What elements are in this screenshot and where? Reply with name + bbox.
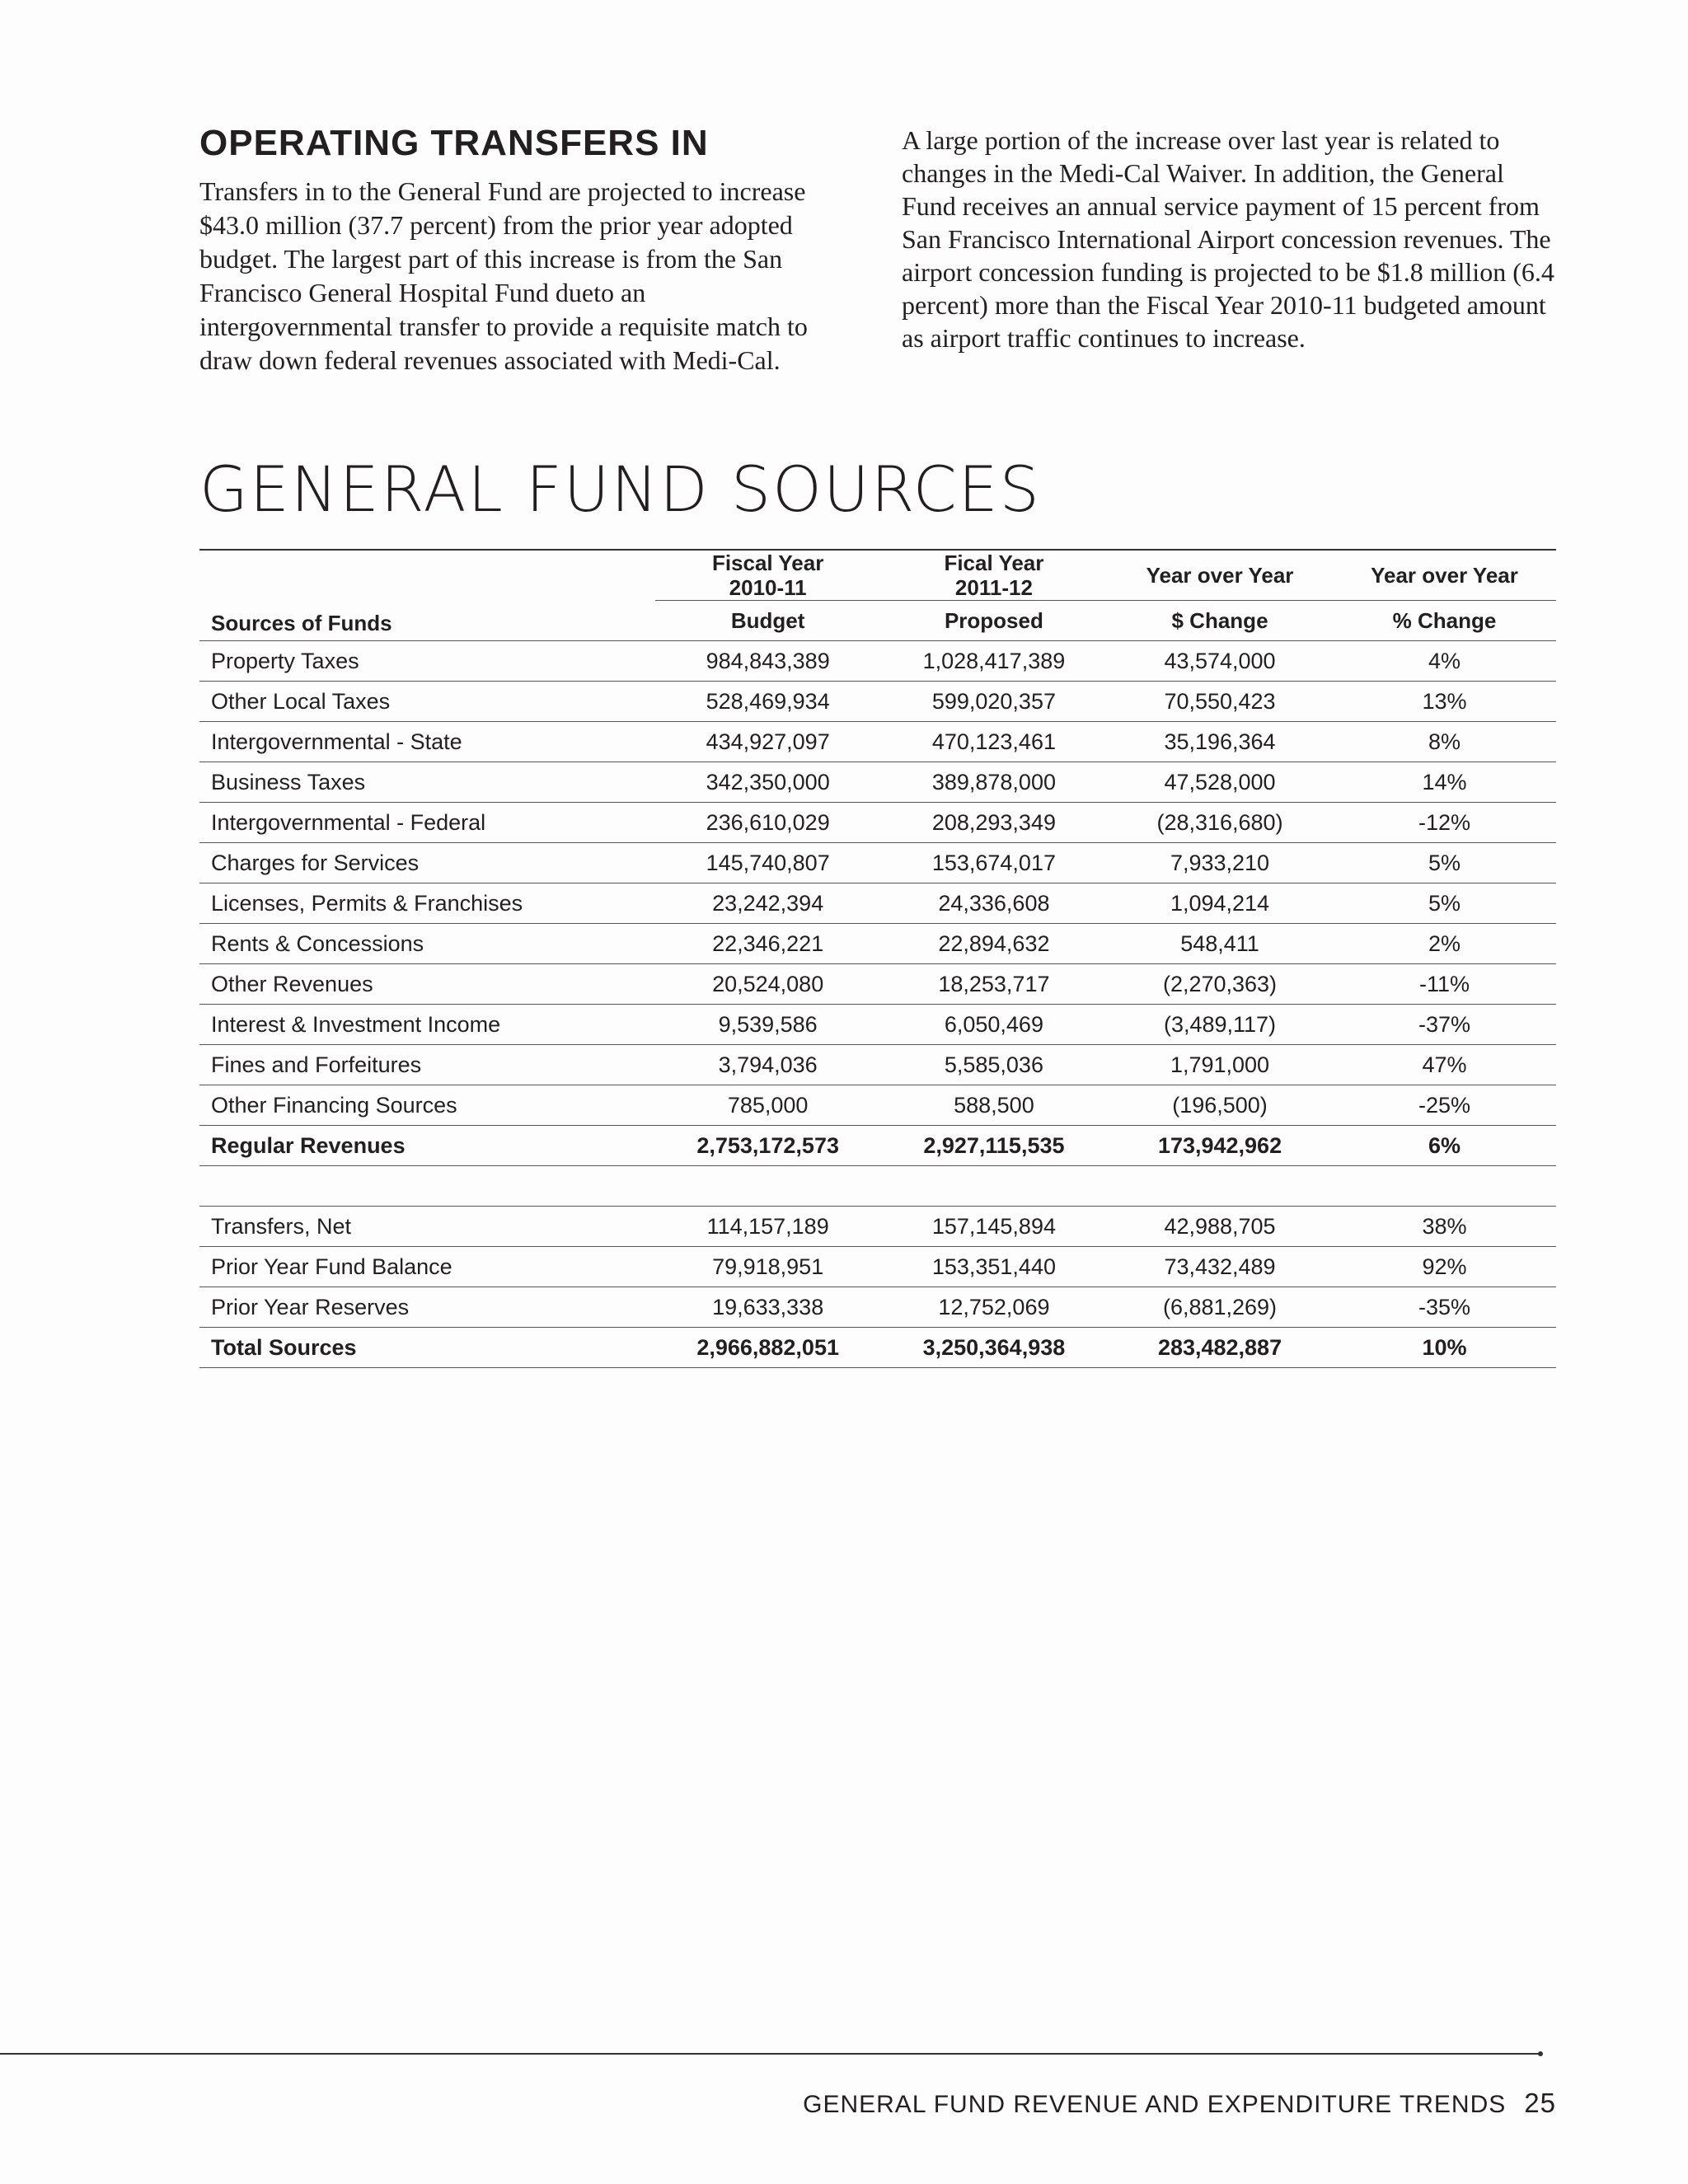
cell-percent-change: 10% [1333, 1328, 1556, 1368]
cell-percent-change: -37% [1333, 1005, 1556, 1045]
cell-dollar-change: 283,482,887 [1107, 1328, 1333, 1368]
cell-budget: 20,524,080 [655, 964, 881, 1005]
page-number: 25 [1524, 2088, 1556, 2118]
row-label: Fines and Forfeitures [199, 1045, 655, 1085]
cell-proposed: 157,145,894 [881, 1207, 1107, 1247]
row-label: Intergovernmental - Federal [199, 803, 655, 843]
cell-proposed: 18,253,717 [881, 964, 1107, 1005]
row-label: Charges for Services [199, 843, 655, 883]
cell-dollar-change: (3,489,117) [1107, 1005, 1333, 1045]
cell-dollar-change: (196,500) [1107, 1085, 1333, 1126]
header-col4-top: Year over Year [1333, 550, 1556, 601]
cell-percent-change: -11% [1333, 964, 1556, 1005]
cell-proposed: 6,050,469 [881, 1005, 1107, 1045]
cell-dollar-change: 7,933,210 [1107, 843, 1333, 883]
table-row [199, 843, 1556, 883]
header-col1-sub: Budget [655, 601, 881, 641]
footer [803, 2088, 1556, 2119]
row-label: Total Sources [199, 1328, 655, 1368]
table-title: GENERAL FUND SOURCES [199, 452, 1041, 526]
cell-proposed: 588,500 [881, 1085, 1107, 1126]
row-label: Other Local Taxes [199, 682, 655, 722]
table-row [199, 1287, 1556, 1328]
cell-budget: 79,918,951 [655, 1247, 881, 1287]
cell-dollar-change: 42,988,705 [1107, 1207, 1333, 1247]
cell-budget: 145,740,807 [655, 843, 881, 883]
footer-rule-dot [1538, 2051, 1543, 2056]
row-label: Intergovernmental - State [199, 722, 655, 762]
cell-proposed: 24,336,608 [881, 883, 1107, 924]
header-col2-sub: Proposed [881, 601, 1107, 641]
table-row [199, 682, 1556, 722]
cell-proposed: 470,123,461 [881, 722, 1107, 762]
row-label: Rents & Concessions [199, 924, 655, 964]
cell-percent-change: 8% [1333, 722, 1556, 762]
row-label: Other Financing Sources [199, 1085, 655, 1126]
cell-budget: 19,633,338 [655, 1287, 881, 1328]
cell-proposed: 153,674,017 [881, 843, 1107, 883]
cell-percent-change: 6% [1333, 1126, 1556, 1166]
cell-budget: 785,000 [655, 1085, 881, 1126]
cell-budget: 2,753,172,573 [655, 1126, 881, 1166]
cell-dollar-change: 1,094,214 [1107, 883, 1333, 924]
cell-budget: 114,157,189 [655, 1207, 881, 1247]
cell-proposed: 599,020,357 [881, 682, 1107, 722]
header-col1-top: Fiscal Year 2010-11 [655, 550, 881, 601]
cell-budget: 236,610,029 [655, 803, 881, 843]
cell-proposed: 2,927,115,535 [881, 1126, 1107, 1166]
left-paragraph: Transfers in to the General Fund are projected to increase $43.0 million (37.7 percent) from the prior year adopted budget. The largest part of this increase is from the San Francisco General Hospital Fund dueto an intergovernmental transfer to provide a requisite match to draw down federal revenues associated with Medi-Cal. [199, 176, 808, 376]
table-row [199, 883, 1556, 924]
cell-percent-change: 2% [1333, 924, 1556, 964]
table-row [199, 964, 1556, 1005]
right-paragraph: A large portion of the increase over last year is related to changes in the Medi-Cal Waiver. In addition, the General Fund receives an annual service payment of 15 percent from San Francisco International Airport concession revenues. The airport concession funding is projected to be $1.8 million (6.4 percent) more than the Fiscal Year 2010-11 budgeted amount as airport traffic continues to increase. [902, 125, 1554, 353]
section-heading: OPERATING TRANSFERS IN [199, 123, 709, 163]
cell-dollar-change: 70,550,423 [1107, 682, 1333, 722]
row-label: Regular Revenues [199, 1126, 655, 1166]
cell-proposed: 389,878,000 [881, 762, 1107, 803]
table-row [199, 1247, 1556, 1287]
left-column [199, 124, 826, 377]
cell-dollar-change: 1,791,000 [1107, 1045, 1333, 1085]
row-label: Interest & Investment Income [199, 1005, 655, 1045]
cell-dollar-change: (28,316,680) [1107, 803, 1333, 843]
cell-budget: 434,927,097 [655, 722, 881, 762]
cell-dollar-change: 548,411 [1107, 924, 1333, 964]
row-label: Property Taxes [199, 641, 655, 682]
table-row [199, 924, 1556, 964]
footer-section-title: GENERAL FUND REVENUE AND EXPENDITURE TRENDS [803, 2091, 1507, 2118]
cell-dollar-change: 73,432,489 [1107, 1247, 1333, 1287]
cell-percent-change: 5% [1333, 883, 1556, 924]
cell-dollar-change: 43,574,000 [1107, 641, 1333, 682]
cell-budget: 528,469,934 [655, 682, 881, 722]
cell-percent-change: 13% [1333, 682, 1556, 722]
table-row [199, 1005, 1556, 1045]
right-column [902, 124, 1561, 354]
header-sources: Sources of Funds [199, 550, 655, 641]
cell-dollar-change: (6,881,269) [1107, 1287, 1333, 1328]
cell-percent-change: 5% [1333, 843, 1556, 883]
table-row [199, 1045, 1556, 1085]
row-label: Business Taxes [199, 762, 655, 803]
table-row [199, 762, 1556, 803]
cell-proposed: 1,028,417,389 [881, 641, 1107, 682]
cell-dollar-change: 47,528,000 [1107, 762, 1333, 803]
cell-percent-change: -25% [1333, 1085, 1556, 1126]
table-row [199, 722, 1556, 762]
header-col3-top: Year over Year [1107, 550, 1333, 601]
cell-budget: 22,346,221 [655, 924, 881, 964]
table-row [199, 1207, 1556, 1247]
header-col3-sub: $ Change [1107, 601, 1333, 641]
row-label: Transfers, Net [199, 1207, 655, 1247]
cell-proposed: 22,894,632 [881, 924, 1107, 964]
cell-percent-change: 47% [1333, 1045, 1556, 1085]
row-label: Licenses, Permits & Franchises [199, 883, 655, 924]
cell-budget: 3,794,036 [655, 1045, 881, 1085]
spacer-row [199, 1166, 1556, 1207]
row-label: Prior Year Reserves [199, 1287, 655, 1328]
table-row [199, 1085, 1556, 1126]
cell-percent-change: 92% [1333, 1247, 1556, 1287]
cell-budget: 2,966,882,051 [655, 1328, 881, 1368]
row-label: Prior Year Fund Balance [199, 1247, 655, 1287]
cell-proposed: 3,250,364,938 [881, 1328, 1107, 1368]
row-label: Other Revenues [199, 964, 655, 1005]
cell-proposed: 208,293,349 [881, 803, 1107, 843]
cell-dollar-change: 173,942,962 [1107, 1126, 1333, 1166]
regular-revenues-row [199, 1126, 1556, 1166]
table-body [199, 641, 1556, 1368]
header-col4-sub: % Change [1333, 601, 1556, 641]
cell-percent-change: 4% [1333, 641, 1556, 682]
cell-dollar-change: 35,196,364 [1107, 722, 1333, 762]
cell-proposed: 5,585,036 [881, 1045, 1107, 1085]
general-fund-sources-table [199, 549, 1556, 1368]
cell-budget: 342,350,000 [655, 762, 881, 803]
cell-percent-change: 38% [1333, 1207, 1556, 1247]
cell-dollar-change: (2,270,363) [1107, 964, 1333, 1005]
cell-proposed: 153,351,440 [881, 1247, 1107, 1287]
footer-rule [0, 2053, 1540, 2055]
header-col2-top: Fical Year 2011-12 [881, 550, 1107, 601]
cell-budget: 984,843,389 [655, 641, 881, 682]
cell-budget: 9,539,586 [655, 1005, 881, 1045]
table-row [199, 803, 1556, 843]
cell-percent-change: 14% [1333, 762, 1556, 803]
cell-percent-change: -35% [1333, 1287, 1556, 1328]
cell-budget: 23,242,394 [655, 883, 881, 924]
cell-percent-change: -12% [1333, 803, 1556, 843]
cell-proposed: 12,752,069 [881, 1287, 1107, 1328]
total-sources-row [199, 1328, 1556, 1368]
table-row [199, 641, 1556, 682]
